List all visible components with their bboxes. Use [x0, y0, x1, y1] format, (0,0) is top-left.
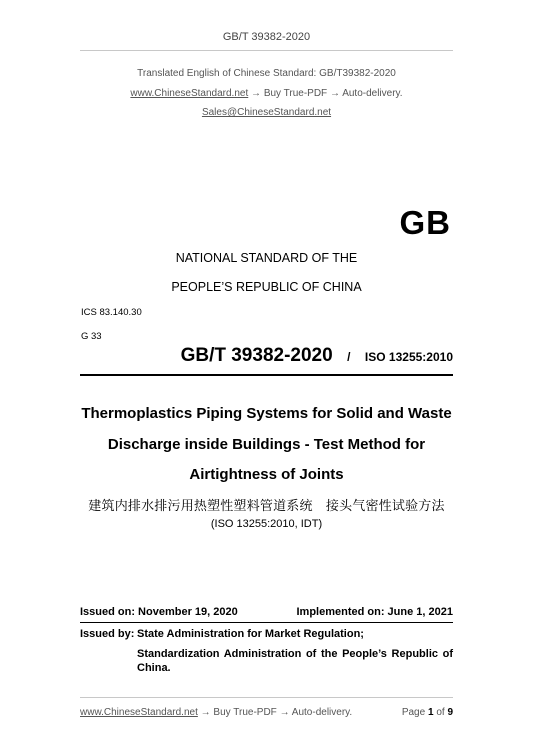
page-total: 9	[447, 707, 453, 718]
page-indicator	[402, 707, 453, 718]
issuer-name-1: State Administration for Market Regulation;	[137, 628, 364, 640]
delivery-text: Auto-delivery.	[342, 88, 403, 99]
right-arrow-icon: →	[200, 707, 211, 718]
header-divider	[80, 50, 453, 51]
iso-number: ISO 13255:2010	[364, 350, 453, 364]
footer-divider	[80, 697, 453, 698]
national-standard-line1: NATIONAL STANDARD OF THE	[175, 251, 358, 265]
right-arrow-icon: →	[251, 88, 262, 99]
standard-number	[181, 345, 453, 367]
of-label: of	[436, 707, 445, 718]
issued-date: Issued on: November 19, 2020	[80, 606, 238, 618]
issuer-label: Issued by:	[80, 628, 135, 640]
issuer-name-2: Standardization Administration of the People’s Republic of China.	[137, 648, 453, 674]
ics-code: ICS 83.140.30	[81, 307, 142, 318]
footer-delivery-text: Auto-delivery.	[291, 707, 353, 718]
right-arrow-icon: →	[279, 707, 290, 718]
title-line3: Airtightness of Joints	[189, 466, 344, 483]
footer-links	[80, 707, 352, 718]
title-line1: Thermoplastics Piping Systems for Solid and Waste	[81, 405, 452, 422]
right-arrow-icon: →	[329, 88, 340, 99]
footer-site-link[interactable]: www.ChineseStandard.net	[80, 707, 198, 718]
page-number: 1	[427, 707, 434, 718]
implemented-date: Implemented on: June 1, 2021	[296, 606, 453, 618]
gb-number: GB/T 39382-2020	[180, 345, 333, 366]
email-line	[0, 107, 533, 118]
email-link[interactable]: Sales@ChineseStandard.net	[201, 107, 332, 118]
chinese-title: 建筑内排水排污用热塑性塑料管道系统 接头气密性试验方法	[88, 498, 445, 513]
gb-logo: GB	[399, 204, 451, 241]
title-line2: Discharge inside Buildings - Test Method for	[107, 436, 426, 453]
purchase-line	[0, 88, 533, 99]
page-label: Page	[401, 707, 426, 718]
title-divider	[80, 374, 453, 376]
footer-buy-text: Buy True-PDF	[213, 707, 277, 718]
running-header: GB/T 39382-2020	[222, 31, 311, 43]
ccs-code: G 33	[81, 331, 102, 342]
buy-text: Buy True-PDF	[263, 88, 328, 99]
issue-divider	[80, 622, 453, 623]
iso-equivalence: (ISO 13255:2010, IDT)	[210, 518, 323, 530]
translation-notice: Translated English of Chinese Standard: GB/T39382-2020	[137, 68, 396, 79]
national-standard-line2: PEOPLE’S REPUBLIC OF CHINA	[171, 280, 362, 294]
issuer-line	[80, 628, 364, 640]
site-link[interactable]: www.ChineseStandard.net	[130, 88, 249, 99]
number-separator: /	[347, 350, 351, 364]
